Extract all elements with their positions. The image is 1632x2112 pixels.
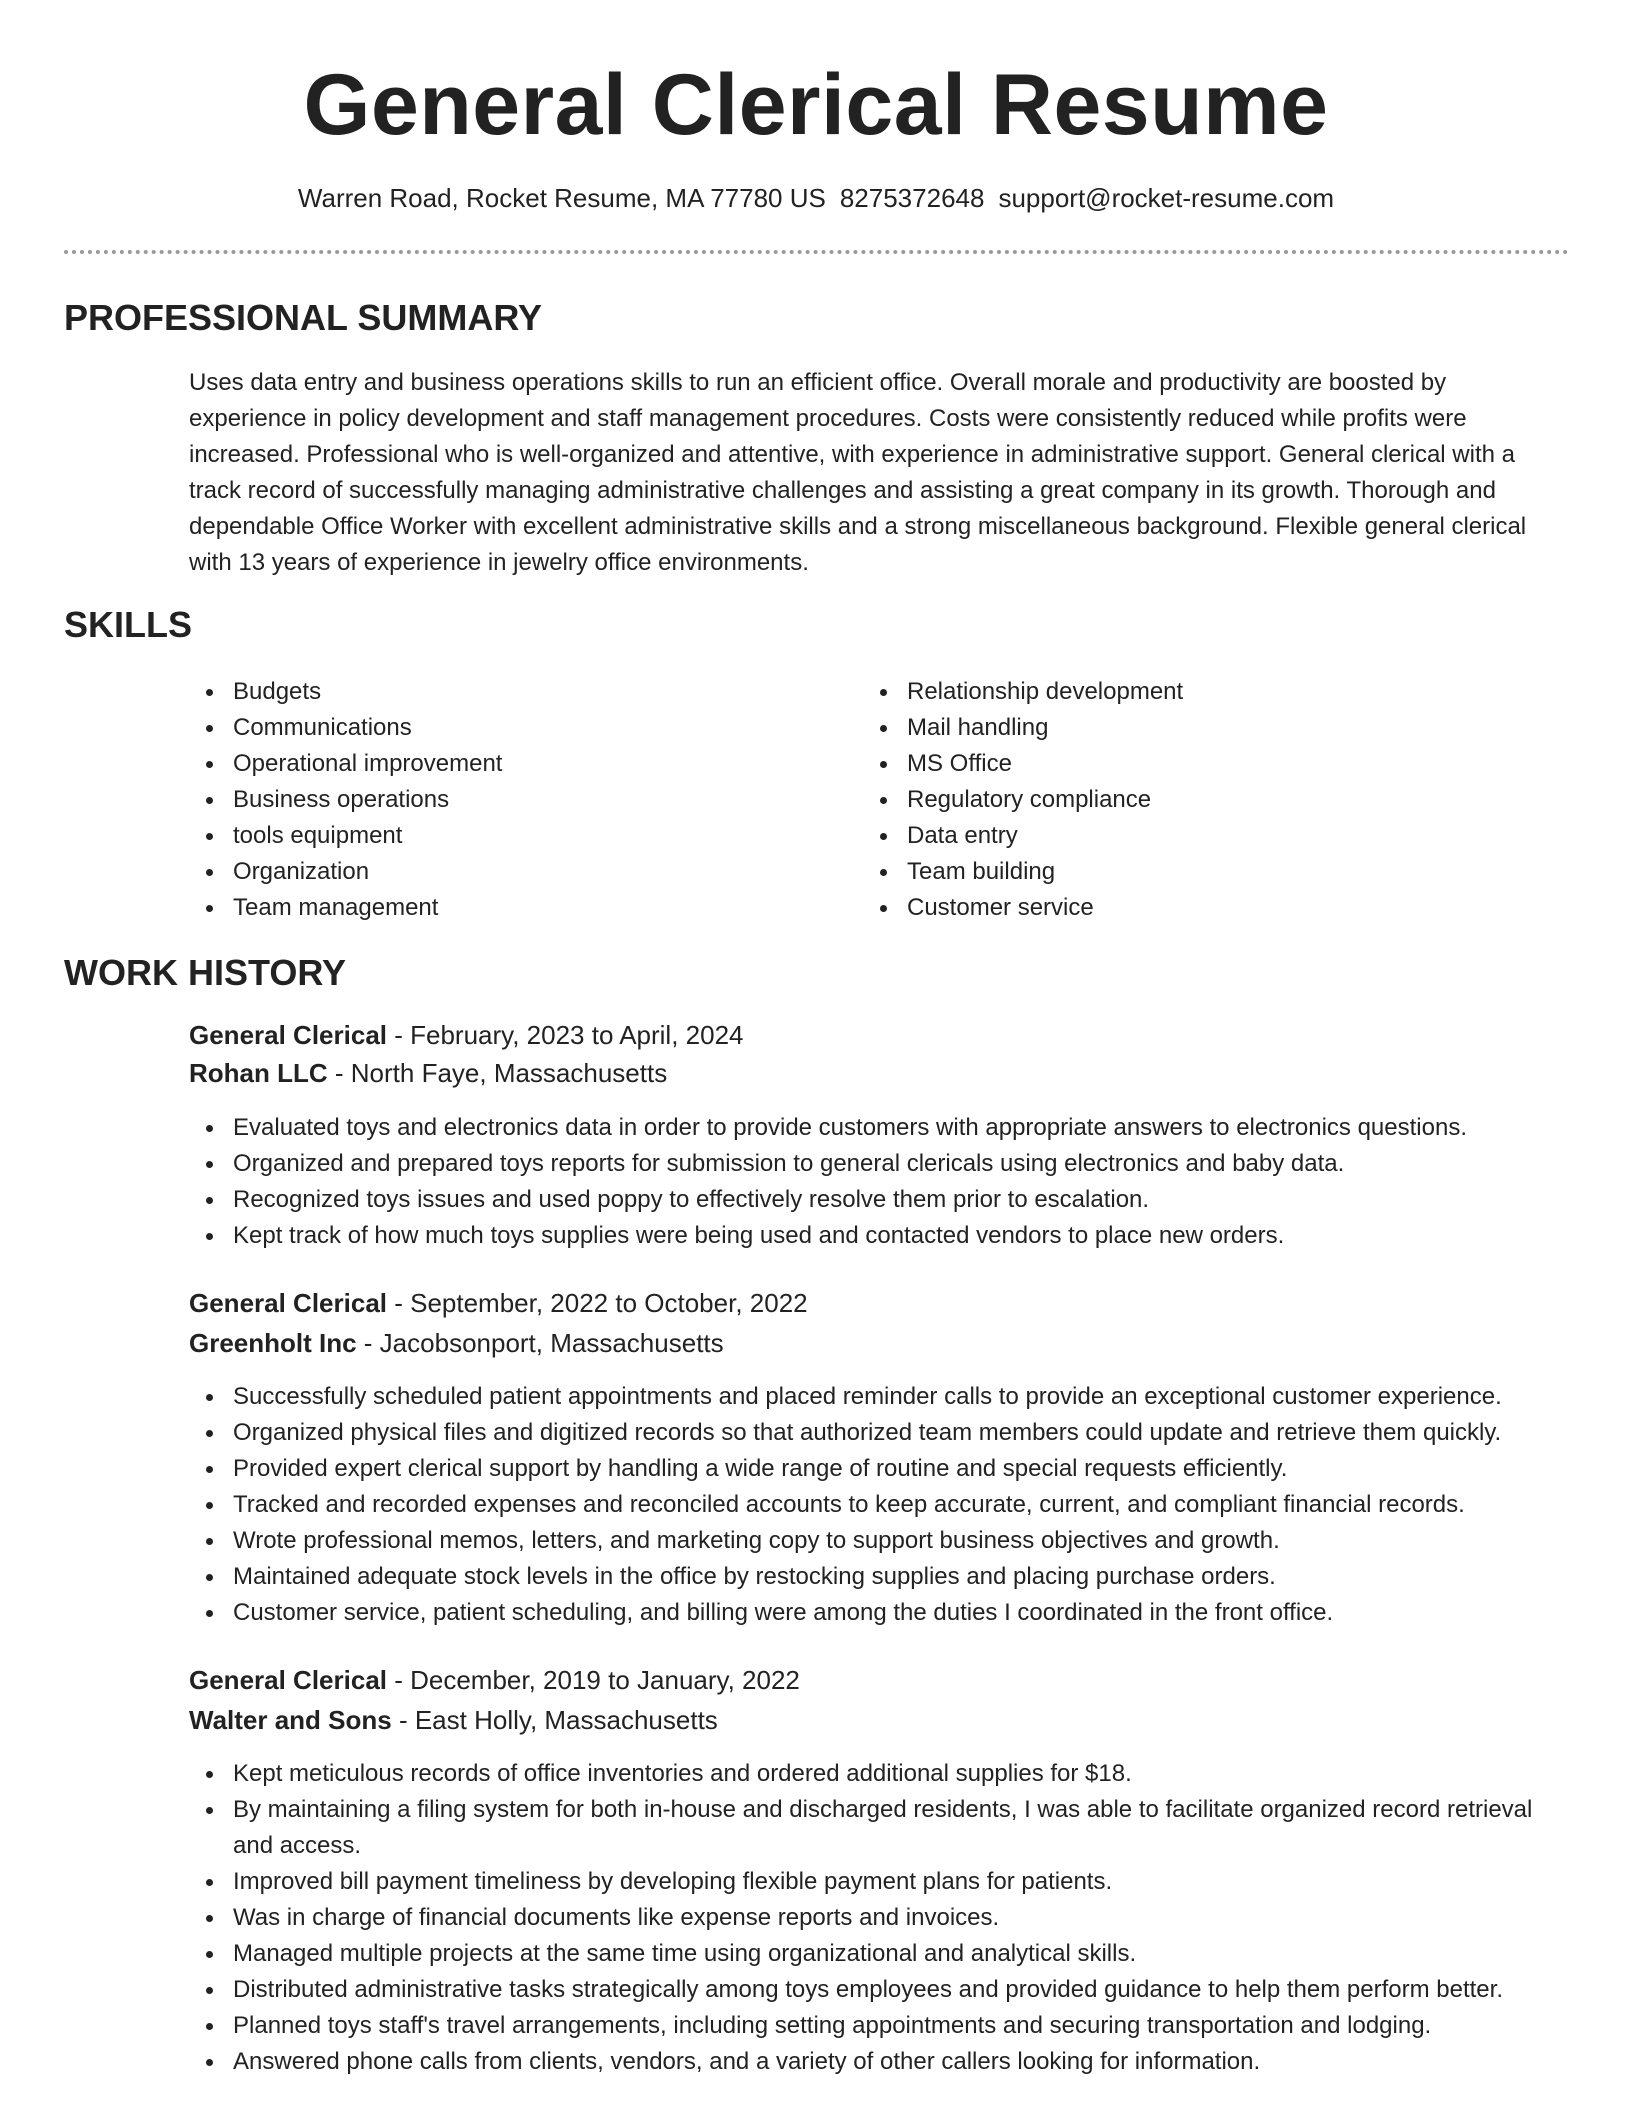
contact-line <box>0 182 1632 214</box>
job-company-line <box>189 1702 718 1738</box>
job-location: - North Faye, Massachusetts <box>327 1058 668 1088</box>
skill-item: Data entry <box>863 818 1563 854</box>
skill-item: Team building <box>863 854 1563 890</box>
job-bullet: Organized and prepared toys reports for submission to general clericals using electronics and baby data. <box>189 1146 1579 1182</box>
skill-item: Budgets <box>189 674 809 710</box>
job-company: Rohan LLC <box>189 1058 328 1088</box>
summary-heading: PROFESSIONAL SUMMARY <box>64 297 543 338</box>
job-bullet: Was in charge of financial documents like expense reports and invoices. <box>189 1900 1579 1936</box>
skill-item: MS Office <box>863 746 1563 782</box>
job-title-line <box>189 1662 800 1698</box>
job-company-line <box>189 1325 724 1361</box>
contact-email: support@rocket-resume.com <box>998 183 1335 213</box>
job-dates: - December, 2019 to January, 2022 <box>387 1665 800 1695</box>
contact-address: Warren Road, Rocket Resume, MA 77780 US <box>297 183 826 213</box>
job-location: - East Holly, Massachusetts <box>391 1705 718 1735</box>
job-bullet: Organized physical files and digitized records so that authorized team members could update and retrieve them quickly. <box>189 1415 1579 1451</box>
summary-text: Uses data entry and business operations skills to run an efficient office. Overall morale and productivity are boosted by experience in policy development and staff management procedures. Costs were consistently reduced while profits were increased. Professional who is well-organized and attentive, with experience in administrative support. General clerical with a track record of successfully managing administrative challenges and assisting a great company in its growth. Thorough and dependable Office Worker with excellent administrative skills and a strong miscellaneous background. Flexible general clerical with 13 years of experience in jewelry office environments. <box>189 369 1527 576</box>
resume-title: General Clerical Resume <box>303 57 1329 153</box>
job-dates: - February, 2023 to April, 2024 <box>387 1020 744 1050</box>
job-bullet: Recognized toys issues and used poppy to effectively resolve them prior to escalation. <box>189 1182 1579 1218</box>
job-company-line <box>189 1055 667 1091</box>
job-bullets <box>189 1756 1579 2080</box>
job-title-line <box>189 1285 808 1321</box>
job-bullet: Distributed administrative tasks strategically among toys employees and provided guidance to help them perform better. <box>189 1972 1579 2008</box>
job-bullet: Kept meticulous records of office inventories and ordered additional supplies for $18. <box>189 1756 1579 1792</box>
skill-item: Operational improvement <box>189 746 809 782</box>
job-bullet: Kept track of how much toys supplies were being used and contacted vendors to place new orders. <box>189 1218 1579 1254</box>
job-dates: - September, 2022 to October, 2022 <box>387 1288 808 1318</box>
skill-item: Mail handling <box>863 710 1563 746</box>
job-title-line <box>189 1017 744 1053</box>
job-bullet: Planned toys staff's travel arrangements, including setting appointments and securing transportation and lodging. <box>189 2008 1579 2044</box>
job-role: General Clerical <box>189 1288 387 1318</box>
job-bullet: By maintaining a filing system for both in-house and discharged residents, I was able to facilitate organized record retrieval and access. <box>189 1792 1579 1864</box>
skill-item: Team management <box>189 890 809 926</box>
skill-item: Communications <box>189 710 809 746</box>
job-role: General Clerical <box>189 1020 387 1050</box>
job-bullet: Answered phone calls from clients, vendors, and a variety of other callers looking for information. <box>189 2044 1579 2080</box>
job-company: Greenholt Inc <box>189 1328 357 1358</box>
job-bullet: Wrote professional memos, letters, and marketing copy to support business objectives and growth. <box>189 1523 1579 1559</box>
skills-list-left <box>189 674 809 926</box>
job-bullet: Evaluated toys and electronics data in order to provide customers with appropriate answers to electronics questions. <box>189 1110 1579 1146</box>
skill-item: Regulatory compliance <box>863 782 1563 818</box>
job-bullets <box>189 1110 1579 1254</box>
job-bullet: Successfully scheduled patient appointments and placed reminder calls to provide an exceptional customer experience. <box>189 1379 1579 1415</box>
job-bullet: Improved bill payment timeliness by developing flexible payment plans for patients. <box>189 1864 1579 1900</box>
job-bullet: Maintained adequate stock levels in the office by restocking supplies and placing purchase orders. <box>189 1559 1579 1595</box>
job-bullet: Customer service, patient scheduling, and billing were among the duties I coordinated in the front office. <box>189 1595 1579 1631</box>
skill-item: Organization <box>189 854 809 890</box>
job-bullets <box>189 1379 1579 1631</box>
skill-item: Relationship development <box>863 674 1563 710</box>
skills-heading: SKILLS <box>64 604 193 645</box>
job-company: Walter and Sons <box>189 1705 392 1735</box>
job-bullet: Managed multiple projects at the same time using organizational and analytical skills. <box>189 1936 1579 1972</box>
skill-item: Customer service <box>863 890 1563 926</box>
skill-item: Business operations <box>189 782 809 818</box>
job-bullet: Provided expert clerical support by handling a wide range of routine and special requests efficiently. <box>189 1451 1579 1487</box>
work-history-heading: WORK HISTORY <box>64 952 347 993</box>
skills-list-right <box>863 674 1563 926</box>
header-divider <box>64 250 1569 254</box>
skill-item: tools equipment <box>189 818 809 854</box>
contact-phone: 8275372648 <box>839 183 985 213</box>
job-bullet: Tracked and recorded expenses and reconciled accounts to keep accurate, current, and compliant financial records. <box>189 1487 1579 1523</box>
job-location: - Jacobsonport, Massachusetts <box>356 1328 724 1358</box>
job-role: General Clerical <box>189 1665 387 1695</box>
